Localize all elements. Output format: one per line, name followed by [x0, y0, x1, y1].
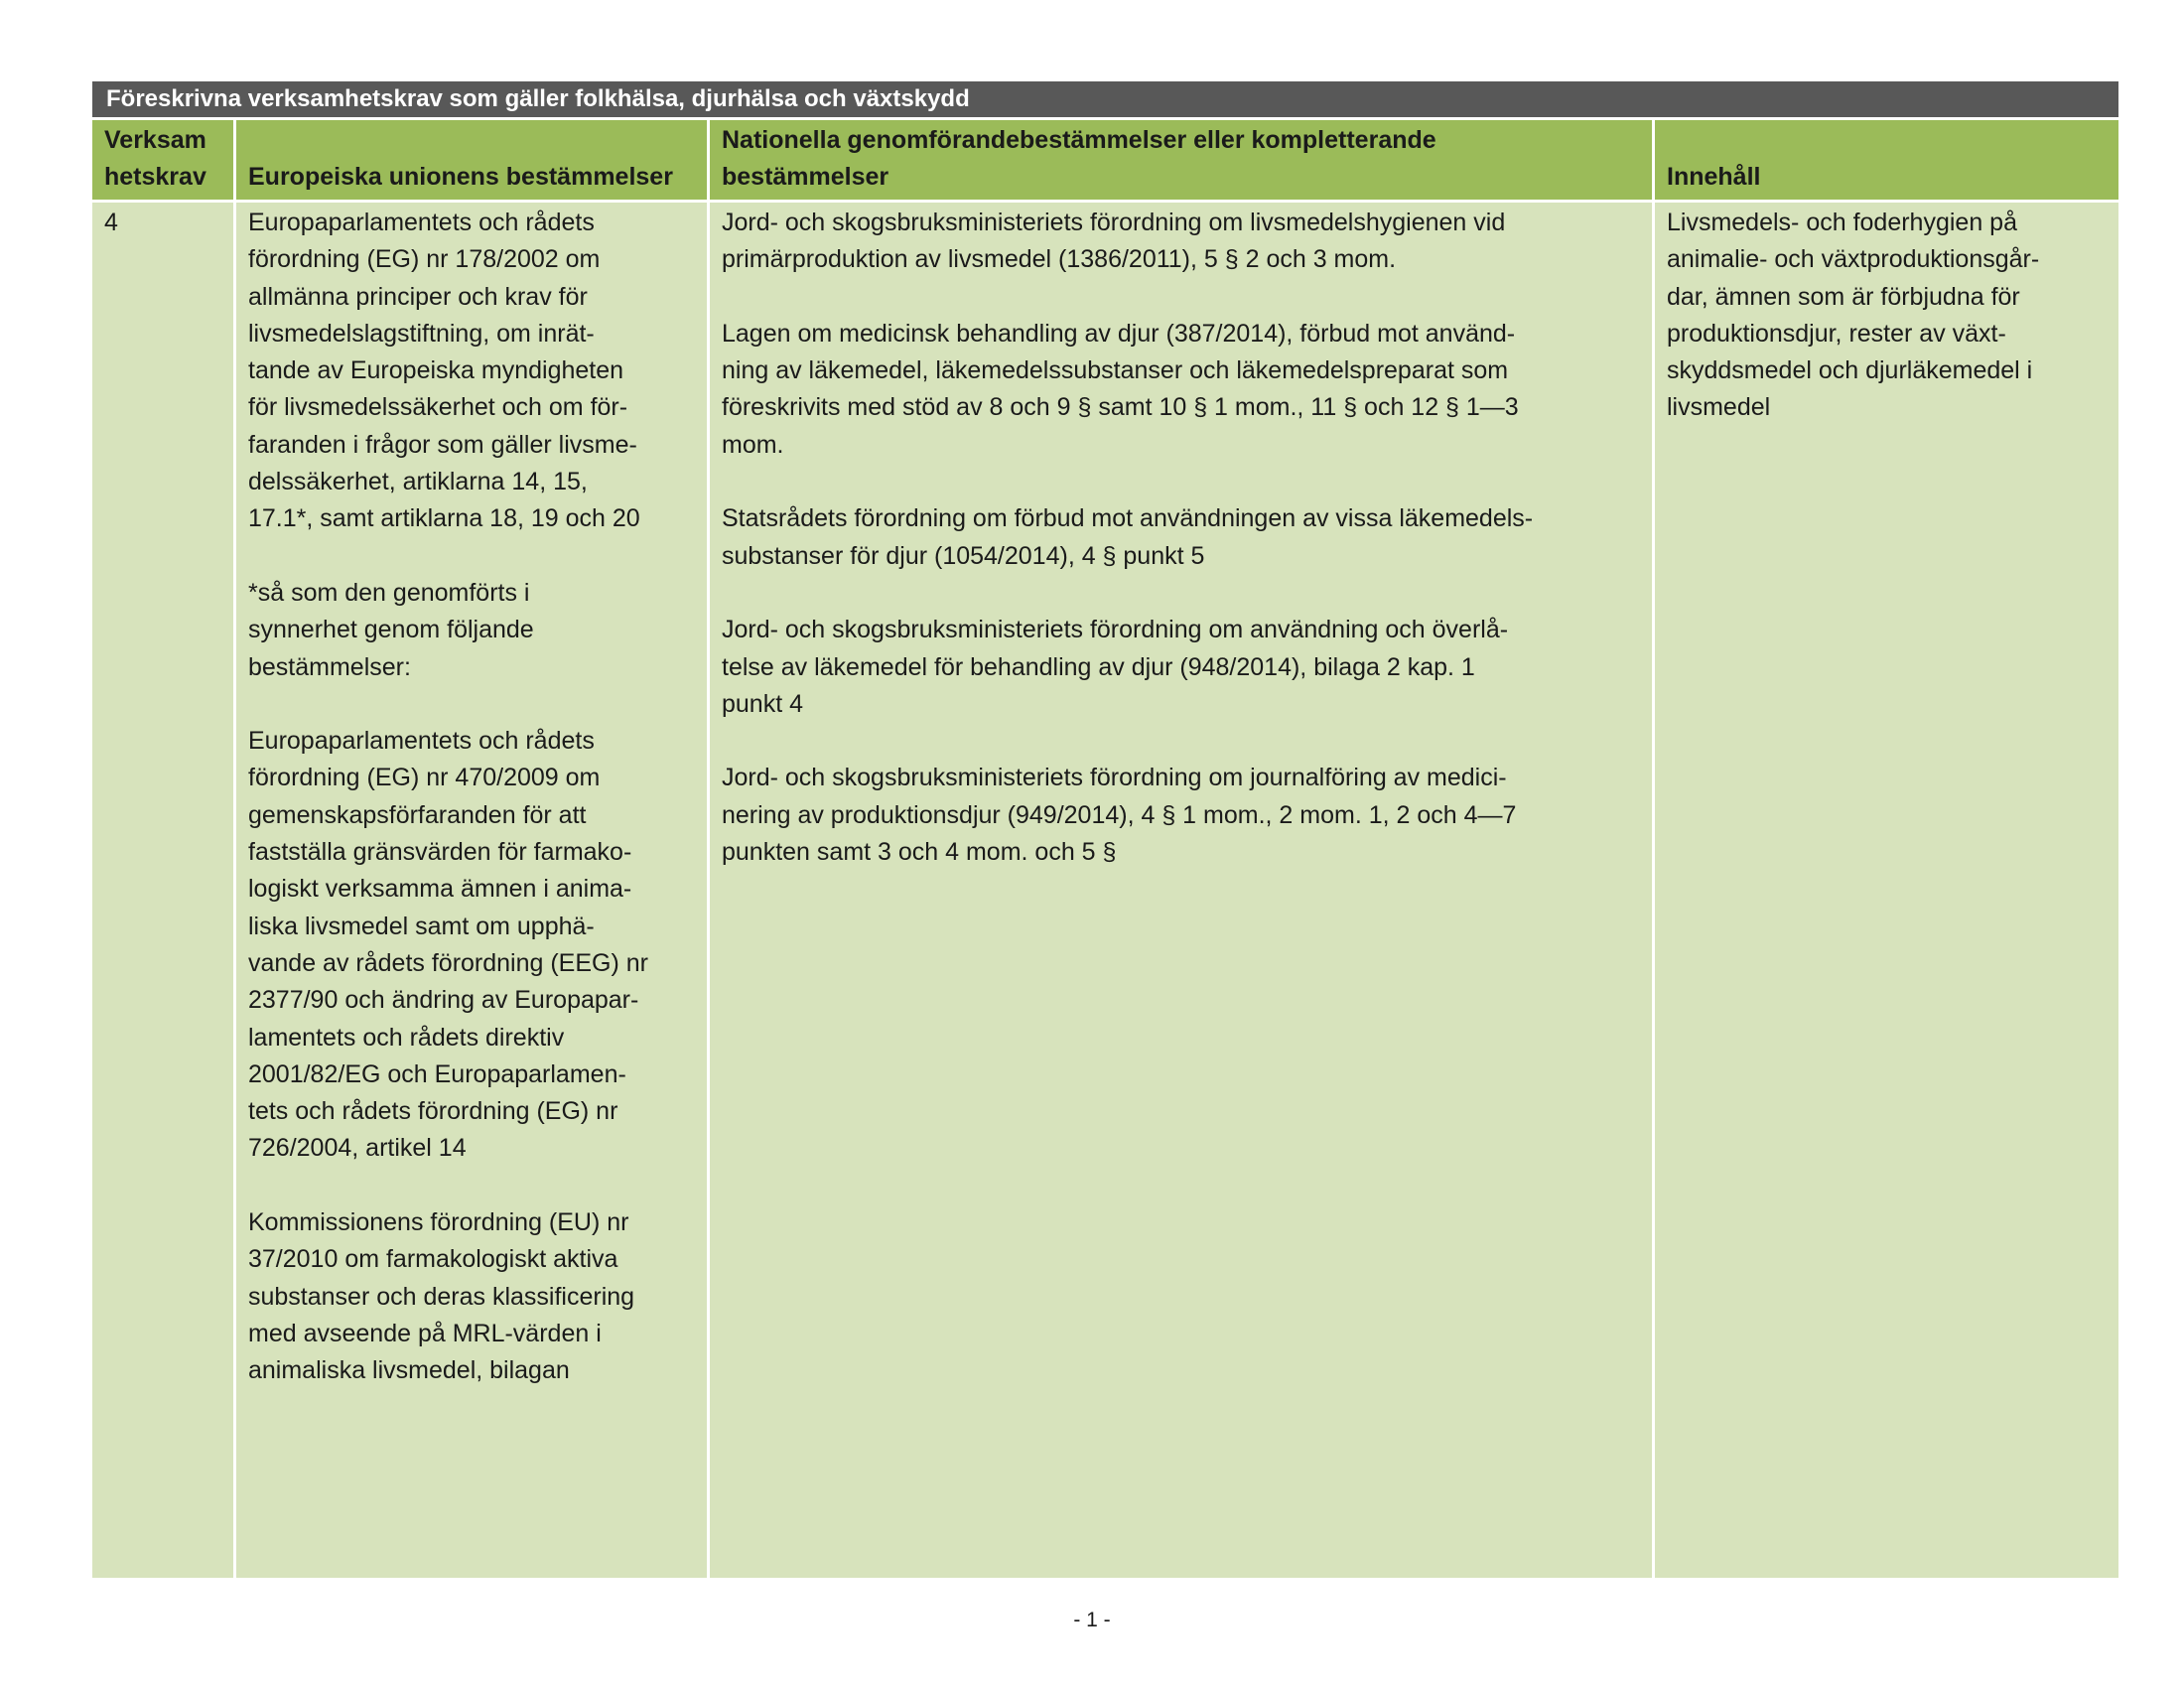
national-provision-paragraph: Jord- och skogsbruksministeriets förordning om journalföring av medici- nering av produktionsdjur (949/2014), 4 § 1 mom., 2 mom. 1, 2 och 4—7 punkten samt 3 och 4 mom. och 5 §: [722, 764, 1517, 867]
national-provision-paragraph: Jord- och skogsbruksministeriets förordning om livsmedelshygienen vid primärproduktion av livsmedel (1386/2011), 5 § 2 och 3 mom.: [722, 209, 1506, 274]
cell-eu-provisions: [233, 200, 707, 1578]
eu-provision-paragraph: *så som den genomförts i synnerhet genom följande bestämmelser:: [248, 578, 534, 681]
cell-national-provisions: [707, 200, 1652, 1578]
eu-provision-paragraph: Kommissionens förordning (EU) nr 37/2010 om farmakologiskt aktiva substanser och deras klassificering med avseende på MRL-värden i animaliska livsmedel, bilagan: [248, 1208, 635, 1385]
header-national-provisions: Nationella genomförandebestämmelser eller kompletterande bestämmelser: [707, 117, 1652, 200]
header-content: Innehåll: [1652, 117, 2118, 200]
table-header-row: [92, 117, 2118, 200]
cell-requirement-number: 4: [92, 200, 233, 1578]
national-provision-paragraph: Jord- och skogsbruksministeriets förordning om användning och överlå- telse av läkemedel för behandling av djur (948/2014), bilaga 2 kap. 1 punkt 4: [722, 616, 1509, 718]
national-provision-paragraph: Lagen om medicinsk behandling av djur (387/2014), förbud mot använd- ning av läkemedel, läkemedelssubstanser och läkemedelspreparat som föreskrivits med stöd av 8 och 9 § samt 10 § 1 mom., 11 § och 12 § 1—3 mom.: [722, 319, 1519, 459]
national-provision-paragraph: Statsrådets förordning om förbud mot användningen av vissa läkemedels- substanser för djur (1054/2014), 4 § punkt 5: [722, 504, 1534, 570]
content-paragraph: Livsmedels- och foderhygien på animalie- och växtproduktionsgår- dar, ämnen som är förbjudna för produktionsdjur, rester av växt- skyddsmedel och djurläkemedel i livsmedel: [1667, 209, 2040, 422]
table-title-row: [92, 81, 2118, 117]
header-eu-provisions: Europeiska unionens bestämmelser: [233, 117, 707, 200]
eu-provision-paragraph: Europaparlamentets och rådets förordning (EG) nr 470/2009 om gemenskapsförfaranden för att fastställa gränsvärden för farmako- logiskt verksamma ämnen i anima- liska livsmedel samt om upphä- vande av rådets förordning (EEG) nr 2377/90 och ändring av Europapar- lamentets och rådets direktiv 2001/82/EG och Europaparlamen- tets och rådets förordning (EG) nr 726/2004, artikel 14: [248, 727, 648, 1163]
table-title: Föreskrivna verksamhetskrav som gäller folkhälsa, djurhälsa och växtskydd: [92, 81, 2118, 117]
requirements-table: [92, 81, 2118, 1578]
eu-provision-paragraph: Europaparlamentets och rådets förordning (EG) nr 178/2002 om allmänna principer och krav för livsmedelslagstiftning, om inrät- tande av Europeiska myndigheten för livsmedelssäkerhet och om för- faranden i frågor som gäller livsme- delssäkerhet, artiklarna 14, 15, 17.1*, samt artiklarna 18, 19 och 20: [248, 209, 640, 533]
cell-content: [1652, 200, 2118, 1578]
page-number: - 1 -: [1073, 1609, 1111, 1631]
header-requirement: Verksam hetskrav: [92, 117, 233, 200]
table-row: [92, 200, 2118, 1578]
